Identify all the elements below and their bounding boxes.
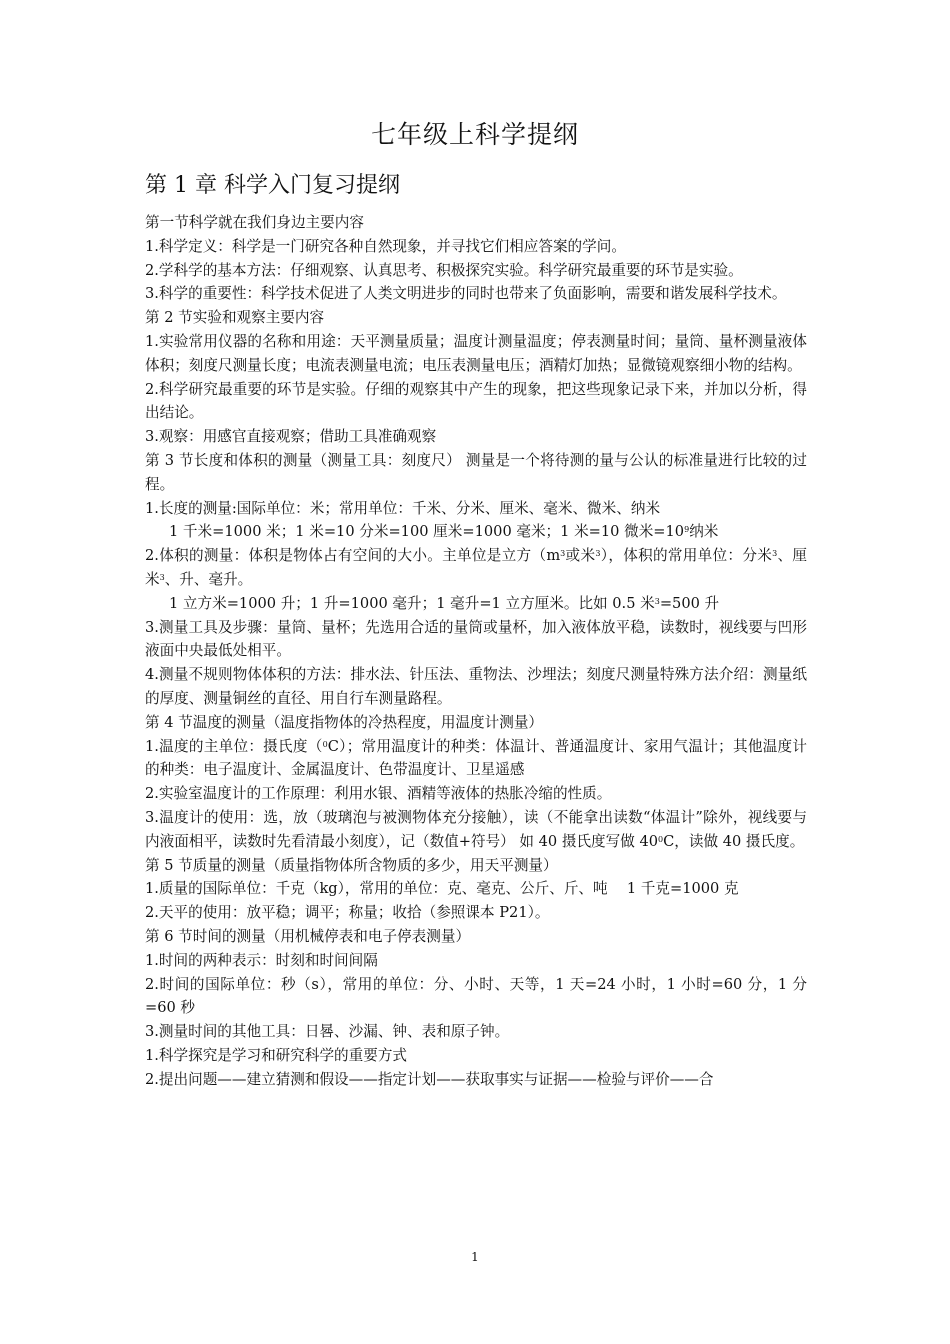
section-heading: 第 3 节长度和体积的测量（测量工具：刻度尺） 测量是一个将待测的量与公认的标准量进行比较的过程。 <box>145 451 807 493</box>
document-body <box>145 211 807 1091</box>
paragraph: 3.测量工具及步骤：量筒、量杯；先选用合适的量筒或量杯，加入液体放平稳，读数时，视线要与凹形液面中央最低处相平。 <box>145 618 807 660</box>
section-heading: 第 6 节时间的测量（用机械停表和电子停表测量） <box>145 927 471 945</box>
length-units-line: 1 千米=1000 米；1 米=10 分米=100 厘米=1000 毫米；1 米=10 微米$=10^9$纳米 <box>169 523 719 541</box>
paragraph: 2.实验室温度计的工作原理：利用水银、酒精等液体的热胀冷缩的性质。 <box>145 785 612 803</box>
paragraph: 3.测量时间的其他工具：日晷、沙漏、钟、表和原子钟。 <box>145 1023 510 1041</box>
paragraph: 1.时间的两种表示：时刻和时间间隔 <box>145 951 378 969</box>
section-heading: 第 4 节温度的测量（温度指物体的冷热程度，用温度计测量） <box>145 713 544 731</box>
volume-paragraph: 2.体积的测量：体积是物体占有空间的大小。主单位是立方（$m^3$或米$^3$），体积的常用单位：分米$^3$、厘米$^3$、升、毫升。 <box>145 547 807 588</box>
paragraph: 1.实验常用仪器的名称和用途：天平测量质量；温度计测量温度；停表测量时间；量筒、量杯测量液体体积；刻度尺测量长度；电流表测量电流；电压表测量电压；酒精灯加热；显微镜观察细小物的结构。 <box>145 332 807 374</box>
paragraph: 1.长度的测量:国际单位：米；常用单位：千米、分米、厘米、毫米、微米、纳米 <box>145 499 661 517</box>
document-title: 七年级上科学提纲 <box>370 120 579 149</box>
chapter-heading: 第 1 章 科学入门复习提纲 <box>145 173 400 198</box>
section-heading: 第 5 节质量的测量（质量指物体所含物质的多少，用天平测量） <box>145 856 558 874</box>
paragraph: 2.科学研究最重要的环节是实验。仔细的观察其中产生的现象，把这些现象记录下来，并加以分析，得出结论。 <box>145 380 807 422</box>
paragraph: 1.科学探究是学习和研究科学的重要方式 <box>145 1046 408 1064</box>
paragraph: 2.时间的国际单位：秒（s），常用的单位：分、小时、天等，1 天=24 小时，1 小时=60 分，1 分=60 秒 <box>145 975 807 1017</box>
paragraph: 1.质量的国际单位：千克（kg），常用的单位：克、毫克、公斤、斤、吨 1 千克=1000 克 <box>145 880 739 898</box>
section-heading: 第 2 节实验和观察主要内容 <box>145 309 325 327</box>
paragraph: 2.提出问题——建立猜测和假设——指定计划——获取事实与证据——检验与评价——合 <box>145 1070 714 1088</box>
paragraph: 1.科学定义：科学是一门研究各种自然现象，并寻找它们相应答案的学问。 <box>145 237 626 255</box>
temperature-unit-paragraph: 1.温度的主单位：摄氏度（$^0$C）；常用温度计的种类：体温计、普通温度计、家用气温计；其他温度计的种类：电子温度计、金属温度计、色带温度计、卫星遥感 <box>145 737 807 779</box>
paragraph: 4.测量不规则物体体积的方法：排水法、针压法、重物法、沙埋法；刻度尺测量特殊方法介绍：测量纸的厚度、测量铜丝的直径、用自行车测量路程。 <box>145 666 807 707</box>
page-number: 1 <box>471 1250 479 1264</box>
paragraph: 3.观察：用感官直接观察；借助工具准确观察 <box>145 428 437 446</box>
section-heading: 第一节科学就在我们身边主要内容 <box>145 214 364 231</box>
volume-units-line: 1 立方米=1000 升；1 升=1000 毫升；1 毫升=1 立方厘米。比如 0.5 米$^3$=500 升 <box>169 594 720 612</box>
paragraph: 2.天平的使用：放平稳；调平；称量；收拾（参照课本 P21）。 <box>145 904 550 922</box>
thermometer-use-paragraph: 3.温度计的使用：选，放（玻璃泡与被测物体充分接触），读（不能拿出读数“体温计”除外，视线要与内液面相平，读数时先看清最小刻度），记（数值+符号） 如 40 摄氏度写做 $40^0C$，读做 40 摄氏度。 <box>145 808 807 850</box>
paragraph: 2.学科学的基本方法：仔细观察、认真思考、积极探究实验。科学研究最重要的环节是实验。 <box>145 261 743 279</box>
paragraph: 3.科学的重要性：科学技术促进了人类文明进步的同时也带来了负面影响，需要和谐发展科学技术。 <box>145 285 787 303</box>
